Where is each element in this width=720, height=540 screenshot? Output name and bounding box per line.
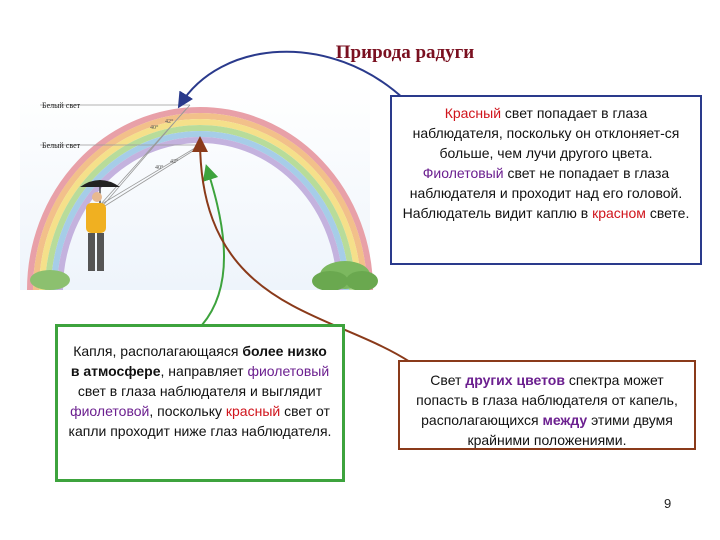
white-light-label-top: Белый свет	[42, 101, 81, 110]
text: Капля, располагающаяся	[73, 343, 243, 359]
red-word: красном	[592, 205, 646, 221]
angle-label: 42°	[170, 159, 179, 165]
red-word: красный	[225, 403, 281, 419]
text: свете.	[645, 205, 690, 221]
slide-title: Природа радуги	[335, 42, 475, 63]
text: свет в глаза наблюдателя и выглядит	[77, 383, 323, 399]
angle-label: 42°	[165, 119, 174, 125]
arrow-blue	[180, 52, 405, 105]
red-light-explanation	[390, 95, 702, 265]
text: , направляет	[160, 363, 248, 379]
violet-word: фиолетовой	[70, 403, 150, 419]
white-light-label-bottom: Белый свет	[42, 141, 81, 150]
angle-label: 40°	[155, 165, 164, 171]
emphasis: более низко в атмосфере	[70, 343, 327, 379]
text: свет от капли проходит ниже глаз наблюдателя.	[68, 403, 332, 439]
angle-label: 40°	[150, 125, 159, 131]
other-colors-explanation	[398, 360, 696, 450]
text: свет попадает в глаза наблюдателя, поскольку он отклоняет-ся больше, чем лучи другого цвета.	[412, 105, 680, 161]
text: спектра может попасть в глаза наблюдателя от капель, располагающихся	[416, 372, 678, 428]
text: свет не попадает в глаза наблюдателя и проходит над его головой. Наблюдатель видит каплю в	[402, 165, 683, 221]
violet-light-explanation	[55, 324, 345, 482]
page-number: 9	[664, 496, 672, 511]
red-word: Красный	[444, 105, 502, 121]
text: этими двумя крайними положениями.	[467, 412, 673, 448]
emphasis: других цветов	[465, 372, 565, 388]
text: , поскольку	[149, 403, 226, 419]
text: Свет	[430, 372, 466, 388]
violet-word: Фиолетовый	[422, 165, 504, 181]
violet-word: фиолетовый	[247, 363, 330, 379]
emphasis: между	[542, 412, 588, 428]
